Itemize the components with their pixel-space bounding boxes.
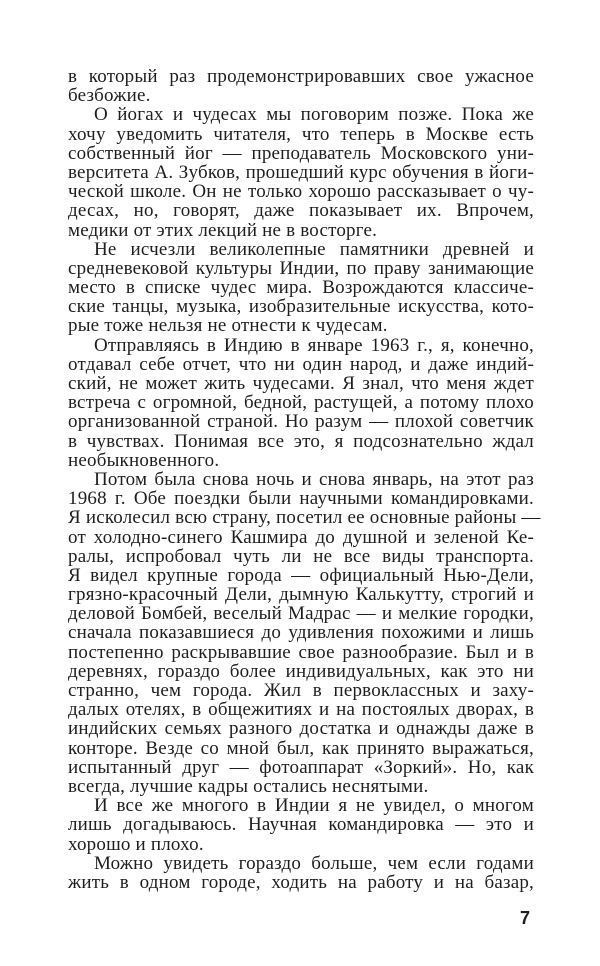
paragraph [68, 67, 534, 105]
paragraph [68, 105, 534, 239]
paragraph [68, 240, 534, 336]
text-line: сначала показавшиеся до удивления похожими и лишь [68, 622, 534, 644]
text-line: Потом была снова ночь и снова январь, на этот раз [94, 468, 534, 490]
text-line: хочу уведомить читателя, что теперь в Москве есть [68, 123, 534, 145]
text-line: всегда, лучшие кадры остались неснятыми. [68, 775, 429, 797]
text-line: испытанный друг — фотоаппарат «Зоркий». Но, как [68, 756, 534, 778]
text-line: ческой школе. Он не только хорошо рассказывает о чу- [68, 181, 534, 203]
text-line: рые тоже нельзя не отнести к чудесам. [68, 315, 388, 337]
page-number: 7 [520, 908, 531, 928]
text-line: средневековой культуры Индии, по праву занимающие [68, 257, 534, 279]
text-line: О йогах и чудесах мы поговорим позже. Пока же [94, 104, 534, 126]
text-line: ские танцы, музыка, изобразительные искусства, кото- [68, 296, 534, 318]
text-line: жить в одном городе, ходить на работу и на базар, [68, 871, 534, 893]
text-line: отдавал себе отчет, что ни один народ, и даже индий- [68, 353, 534, 375]
text-line: Отправляясь в Индию в январе 1963 г., я, конечно, [94, 334, 534, 356]
paragraph [68, 796, 534, 854]
text-line: грязно-красочный Дели, дымную Калькутту, строгий и [68, 584, 534, 606]
text-line: встреча с огромной, бедной, растущей, а потому плохо [68, 392, 534, 414]
text-line: организованной страной. Но разум — плохой советчик [68, 411, 534, 433]
text-line: место в списке чудес мира. Возрождаются классиче- [68, 277, 534, 299]
text-line: лишь догадываюсь. Научная командировка — это и [68, 814, 534, 836]
text-line: странно, чем города. Жил в первоклассных и заху- [68, 680, 534, 701]
text-line: ский, не может жить чудесами. Я знал, что меня ждет [68, 373, 534, 394]
text-line: в который раз продемонстрировавших свое ужасное [68, 66, 534, 87]
text-line: И все же многого в Индии я не увидел, о многом [94, 795, 534, 817]
text-line: в чувствах. Понимая все это, я подсознательно ждал [68, 430, 534, 452]
paragraph [68, 336, 534, 470]
text-line: деловой Бомбей, веселый Мадрас — и мелкие городки, [68, 603, 534, 625]
text-line: ралы, испробовал чуть ли не все виды транспорта. [68, 545, 534, 567]
text-line: Можно увидеть гораздо больше, чем если годами [94, 852, 534, 874]
page-body-text [68, 66, 541, 893]
text-line: Я исколесил всю страну, посетил ее основные районы — [68, 507, 541, 529]
text-line: десах, но, говорят, даже показывает их. Впрочем, [68, 200, 534, 222]
text-line: конторе. Везде со мной был, как принято выражаться, [68, 737, 534, 759]
text-line: далых отелях, в общежитиях и на постоялых дворах, в [68, 699, 534, 721]
text-line: медики от этих лекций не в восторге. [68, 219, 378, 241]
text-line: деревнях, гораздо более индивидуальных, как это ни [68, 660, 534, 682]
text-line: Я видел крупные города — официальный Нью-Дели, [68, 564, 534, 586]
text-line: Не исчезли великолепные памятники древней и [94, 238, 534, 260]
text-line: 1968 г. Обе поездки были научными командировками. [68, 488, 534, 510]
text-line: хорошо и плохо. [68, 833, 204, 855]
text-line: от холодно-синего Кашмира до душной и зеленой Ке- [68, 526, 534, 548]
text-line: собственный йог — преподаватель Московского уни- [68, 142, 534, 164]
paragraph [68, 854, 534, 892]
text-line: необыкновенного. [68, 449, 220, 471]
text-line: индийских семьях разного достатка и однажды даже в [68, 718, 534, 740]
paragraph [68, 468, 541, 797]
text-line: постепенно раскрывавшие свое разнообразие. Был и в [68, 641, 534, 663]
text-line: верситета А. Зубков, прошедший курс обучения в йоги- [68, 161, 534, 183]
text-line: безбожие. [68, 85, 151, 107]
